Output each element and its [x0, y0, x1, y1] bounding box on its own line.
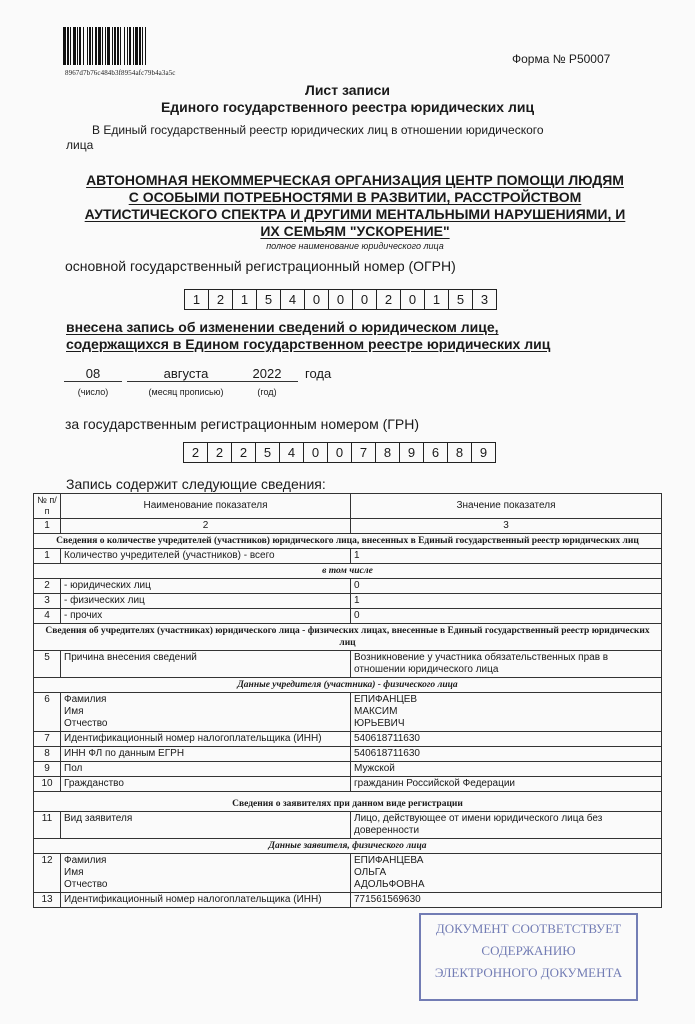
- subsection-row: [34, 839, 662, 854]
- row-value: 1: [351, 594, 662, 609]
- row-num: 12: [34, 854, 61, 893]
- grn-digit: 0: [328, 443, 352, 462]
- grn-digit: 6: [424, 443, 448, 462]
- grn-digit: 2: [208, 443, 232, 462]
- ogrn-digit: 1: [425, 290, 449, 309]
- row-value: Лицо, действующее от имени юридического лица без доверенности: [351, 812, 662, 839]
- form-number: Форма № Р50007: [512, 52, 611, 66]
- grn-digit: 7: [352, 443, 376, 462]
- row-name: - физических лиц: [61, 594, 351, 609]
- ogrn-digit: 3: [480, 292, 489, 307]
- ogrn-label: основной государственный регистрационный номер (ОГРН): [65, 258, 456, 274]
- row-name: Причина внесения сведений: [61, 651, 351, 678]
- field-name-label: Имя: [64, 867, 84, 878]
- row-num: 9: [34, 762, 61, 777]
- ogrn-digit: 0: [401, 290, 425, 309]
- row-num: 10: [34, 777, 61, 792]
- grn-digit: 2: [184, 443, 208, 462]
- date-month-caption: (месяц прописью): [148, 387, 224, 397]
- field-name-label: Имя: [64, 706, 84, 717]
- grn-digit: 9: [400, 443, 424, 462]
- grn-digit: 9: [479, 445, 488, 460]
- entry-line: содержащихся в Едином государственном реестре юридических лиц: [66, 336, 551, 352]
- founder-surname: ЕПИФАНЦЕВ: [354, 694, 418, 705]
- org-name-line: ИХ СЕМЬЯМ "УСКОРЕНИЕ": [260, 223, 450, 239]
- colnum-3: 3: [351, 519, 662, 534]
- applicant-patronymic: АДОЛЬФОВНА: [354, 879, 425, 890]
- date-year: 2022: [236, 366, 298, 382]
- row-name: Вид заявителя: [61, 812, 351, 839]
- founder-name: МАКСИМ: [354, 706, 398, 717]
- ogrn-digit: 2: [209, 290, 233, 309]
- subsection-including: в том числе: [34, 564, 662, 579]
- entry-description: [66, 319, 550, 353]
- conformity-stamp: [419, 913, 638, 1001]
- row-name: Идентификационный номер налогоплательщика (ИНН): [61, 732, 351, 747]
- intro-text: В Единый государственный реестр юридических лиц в отношении юридического: [92, 123, 544, 137]
- colnum-1: 1: [34, 519, 61, 534]
- row-value: 771561569630: [351, 893, 662, 908]
- table-row: [34, 651, 662, 678]
- row-name: Пол: [61, 762, 351, 777]
- row-num: 6: [34, 693, 61, 732]
- row-num: 5: [34, 651, 61, 678]
- table-row: [34, 777, 662, 792]
- table-row: [34, 747, 662, 762]
- table-row: [34, 812, 662, 839]
- row-value: [351, 854, 662, 893]
- row-value: 0: [351, 609, 662, 624]
- table-header-row: [34, 494, 662, 519]
- row-num: 8: [34, 747, 61, 762]
- row-value: [351, 693, 662, 732]
- grn-digit: 4: [280, 443, 304, 462]
- stamp-line: СОДЕРЖАНИЮ: [481, 943, 576, 958]
- ogrn-digit: 0: [305, 290, 329, 309]
- records-table: [33, 493, 662, 908]
- date-month: августа: [127, 366, 245, 382]
- section-applicants: Сведения о заявителях при данном виде регистрации: [34, 792, 662, 812]
- section-row: [34, 792, 662, 812]
- organization-name: [64, 172, 646, 240]
- document-barcode: [63, 27, 187, 65]
- date-year-word: года: [305, 366, 332, 381]
- ogrn-digit: 1: [185, 290, 209, 309]
- row-name: ИНН ФЛ по данным ЕГРН: [61, 747, 351, 762]
- date-day-caption: (число): [77, 387, 109, 397]
- header-value: Значение показателя: [351, 494, 662, 519]
- document-subtitle: Единого государственного реестра юридических лиц: [160, 99, 535, 115]
- subsection-founder-data: Данные учредителя (участника) - физического лица: [34, 678, 662, 693]
- founder-patronymic: ЮРЬЕВИЧ: [354, 718, 405, 729]
- date-year-caption: (год): [257, 387, 277, 397]
- row-num: 4: [34, 609, 61, 624]
- row-value: 1: [351, 549, 662, 564]
- intro-text-cont: лица: [66, 138, 94, 152]
- header-name: Наименование показателя: [61, 494, 351, 519]
- ogrn-digit: 5: [449, 290, 473, 309]
- section-row: [34, 534, 662, 549]
- header-num: № п/п: [34, 494, 61, 519]
- barcode-bar: [146, 27, 149, 65]
- row-name: [61, 854, 351, 893]
- table-colnum-row: [34, 519, 662, 534]
- ogrn-digit: 5: [257, 290, 281, 309]
- document-title: Лист записи: [305, 82, 390, 98]
- row-name: Идентификационный номер налогоплательщика (ИНН): [61, 893, 351, 908]
- table-row: [34, 609, 662, 624]
- field-surname-label: Фамилия: [64, 694, 107, 705]
- section-founders-count: Сведения о количестве учредителей (участников) юридического лица, внесенных в Единый государственный реестр юридических лиц: [34, 534, 662, 549]
- row-name: [61, 693, 351, 732]
- barcode-text: 8967d7b76c484b3f8954afc79b4a3a5c: [65, 69, 176, 77]
- ogrn-digit: 2: [377, 290, 401, 309]
- ogrn-digit: 1: [233, 290, 257, 309]
- section-founders-individuals: Сведения об учредителях (участниках) юридического лица - физических лицах, внесенные в Единый государственный реестр юридических лиц: [34, 624, 662, 651]
- contains-label: Запись содержит следующие сведения:: [66, 476, 326, 492]
- grn-digit: 5: [256, 443, 280, 462]
- row-value: 540618711630: [351, 732, 662, 747]
- stamp-line: ДОКУМЕНТ СООТВЕТСТВУЕТ: [435, 921, 622, 936]
- date-day: 08: [64, 366, 122, 382]
- applicant-surname: ЕПИФАНЦЕВА: [354, 855, 424, 866]
- org-name-line: АВТОНОМНАЯ НЕКОММЕРЧЕСКАЯ ОРГАНИЗАЦИЯ ЦЕНТР ПОМОЩИ ЛЮДЯМ: [86, 172, 624, 188]
- grn-label: за государственным регистрационным номером (ГРН): [65, 416, 419, 432]
- table-row: [34, 549, 662, 564]
- ogrn-digit: 4: [281, 290, 305, 309]
- subsection-applicant-data: Данные заявителя, физического лица: [34, 839, 662, 854]
- row-num: 1: [34, 549, 61, 564]
- table-row: [34, 732, 662, 747]
- row-num: 13: [34, 893, 61, 908]
- row-value: гражданин Российской Федерации: [351, 777, 662, 792]
- table-row: [34, 893, 662, 908]
- row-num: 3: [34, 594, 61, 609]
- applicant-name: ОЛЬГА: [354, 867, 387, 878]
- row-value: 540618711630: [351, 747, 662, 762]
- org-name-line: С ОСОБЫМИ ПОТРЕБНОСТЯМИ В РАЗВИТИИ, РАССТРОЙСТВОМ: [128, 189, 582, 205]
- ogrn-digit: 0: [329, 290, 353, 309]
- grn-digit: 2: [232, 443, 256, 462]
- row-name: - юридических лиц: [61, 579, 351, 594]
- table-row: [34, 693, 662, 732]
- ogrn-digit: 0: [353, 290, 377, 309]
- row-name: Гражданство: [61, 777, 351, 792]
- org-name-caption: полное наименование юридического лица: [266, 241, 444, 251]
- row-value: Возникновение у участника обязательственных прав в отношении юридического лица: [351, 651, 662, 678]
- grn-digit: 8: [376, 443, 400, 462]
- stamp-line: ЭЛЕКТРОННОГО ДОКУМЕНТА: [434, 965, 623, 980]
- section-row: [34, 624, 662, 651]
- field-patronymic-label: Отчество: [64, 718, 108, 729]
- table-row: [34, 579, 662, 594]
- table-row: [34, 762, 662, 777]
- ogrn-digit-boxes: [184, 289, 497, 310]
- row-num: 11: [34, 812, 61, 839]
- field-surname-label: Фамилия: [64, 855, 107, 866]
- row-num: 7: [34, 732, 61, 747]
- grn-digit-boxes: [183, 442, 496, 463]
- grn-digit: 0: [304, 443, 328, 462]
- row-num: 2: [34, 579, 61, 594]
- table-row: [34, 854, 662, 893]
- row-value: Мужской: [351, 762, 662, 777]
- table-row: [34, 594, 662, 609]
- grn-digit: 8: [448, 443, 472, 462]
- org-name-line: АУТИСТИЧЕСКОГО СПЕКТРА И ДРУГИМИ МЕНТАЛЬНЫМИ НАРУШЕНИЯМИ, И: [84, 206, 626, 222]
- entry-line: внесена запись об изменении сведений о юридическом лице,: [66, 319, 499, 335]
- row-name: Количество учредителей (участников) - всего: [61, 549, 351, 564]
- subsection-row: [34, 564, 662, 579]
- colnum-2: 2: [61, 519, 351, 534]
- field-patronymic-label: Отчество: [64, 879, 108, 890]
- row-value: 0: [351, 579, 662, 594]
- subsection-row: [34, 678, 662, 693]
- row-name: - прочих: [61, 609, 351, 624]
